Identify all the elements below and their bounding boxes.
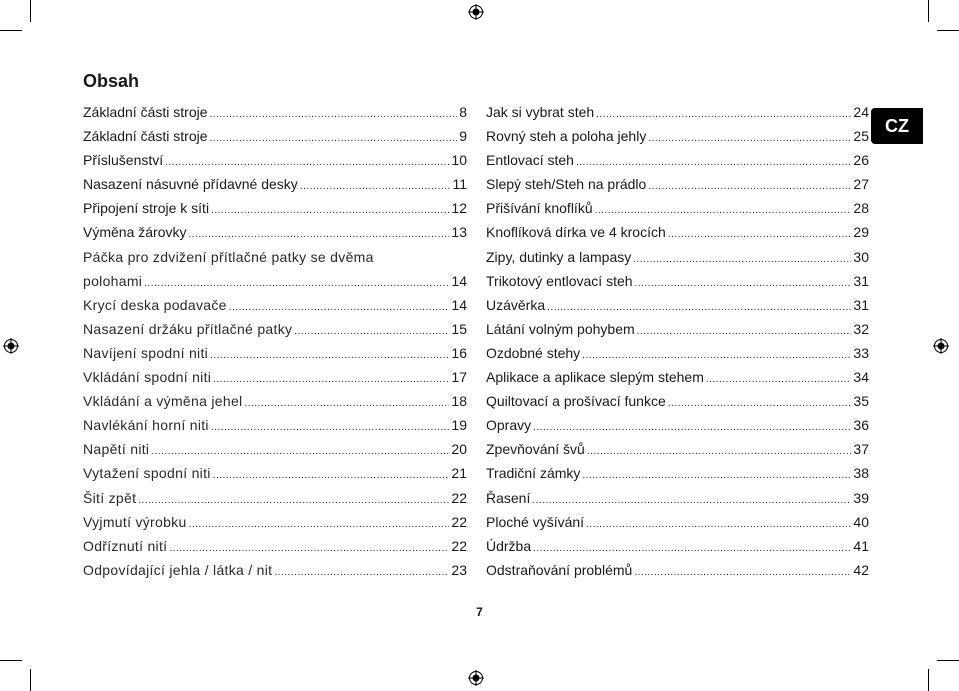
toc-leader-dots [533, 539, 851, 559]
toc-entry-page: 33 [853, 344, 869, 361]
toc-entry-title: Jak si vybrat steh [486, 104, 595, 120]
crop-mark [0, 30, 22, 31]
toc-entry-page: 30 [853, 248, 869, 265]
toc-leader-dots [213, 370, 449, 390]
toc-entry-page: 34 [853, 369, 869, 386]
toc-entry-page: 17 [451, 369, 467, 386]
toc-leader-dots [294, 322, 449, 342]
toc-entry-title: Zpevňování švů [486, 441, 585, 458]
toc-leader-dots [635, 274, 852, 294]
toc-entry-page: 42 [853, 561, 869, 578]
toc-entry-title: Základní části stroje [83, 104, 208, 120]
toc-entry-page: 21 [451, 465, 467, 482]
toc-entry [83, 150, 467, 174]
toc-entry [486, 174, 869, 198]
toc-entry [83, 512, 467, 536]
toc-entry-title: Vkládání spodní niti [83, 369, 212, 386]
toc-entry-title: Nasazení držáku přítlačné patky [83, 320, 293, 337]
toc-entry [486, 415, 869, 439]
toc-leader-dots [587, 442, 852, 462]
toc-leader-dots [668, 394, 852, 414]
toc-entry-title: Odstraňování problémů [486, 561, 633, 578]
toc-leader-dots [169, 539, 449, 559]
toc-entry-title: Šití zpět [83, 489, 137, 506]
crop-mark [30, 669, 31, 691]
toc-entry-page: 38 [853, 465, 869, 482]
toc-entry-page: 35 [853, 393, 869, 410]
toc-entry-title: Vyjmutí výrobku [83, 513, 187, 530]
toc-entry [486, 488, 869, 512]
toc-entry-title: Páčka pro zdvižení přítlačné patky se dvěma [83, 248, 374, 265]
toc-entry-title: Trikotový entlovací steh [486, 272, 633, 289]
toc-entry-page: 31 [853, 296, 869, 313]
toc-entry-title: Quiltovací a prošívací funkce [486, 393, 666, 410]
toc-entry [83, 126, 467, 150]
toc-entry-title: Řasení [486, 489, 531, 506]
toc-entry-page: 23 [451, 561, 467, 578]
toc-entry [486, 463, 869, 487]
toc-entry-page: 29 [853, 224, 869, 241]
toc-entry [83, 391, 467, 415]
toc-entry [486, 512, 869, 536]
toc-entry-title: Navlékání horní niti [83, 417, 209, 434]
toc-leader-dots [210, 105, 458, 125]
toc-entry-title: Ozdobné stehy [486, 344, 581, 361]
toc-entry-page: 11 [452, 176, 467, 193]
toc-leader-dots [189, 515, 450, 535]
crop-mark [30, 0, 31, 22]
toc-leader-dots [151, 442, 449, 462]
toc-entry-page: 37 [853, 441, 869, 458]
toc-entry-title: Nasazení násuvné přídavné desky [83, 176, 298, 193]
toc-entry [486, 295, 869, 319]
toc-entry-title: Připojení stroje k síti [83, 200, 210, 217]
language-badge: CZ [871, 108, 923, 144]
toc-leader-dots [210, 346, 449, 366]
toc-leader-dots [634, 563, 851, 583]
crop-mark [928, 0, 929, 22]
toc-entry [83, 367, 467, 391]
toc-entry [486, 319, 869, 343]
toc-entry-page: 26 [853, 152, 869, 169]
toc-entry-title: Odpovídající jehla / látka / nit [83, 561, 273, 578]
toc-leader-dots [188, 225, 449, 245]
toc-entry [83, 439, 467, 463]
registration-mark-icon [468, 4, 484, 20]
toc-entry-title: Ploché vyšívání [486, 513, 585, 530]
toc-entry-title: polohami [83, 272, 143, 289]
toc-leader-dots [582, 346, 851, 366]
toc-entry [486, 536, 869, 560]
toc-leader-dots [533, 418, 851, 438]
toc-entry-title: Uzávěrka [486, 296, 546, 313]
toc-entry-page: 16 [451, 344, 467, 361]
toc-entry-title: Napětí niti [83, 441, 150, 458]
toc-leader-dots [213, 466, 450, 486]
toc-entry [486, 150, 869, 174]
crop-mark [928, 669, 929, 691]
toc-entry [83, 463, 467, 487]
toc-leader-dots [595, 201, 852, 221]
toc-entry-page: 22 [451, 537, 467, 554]
toc-leader-dots [547, 298, 851, 318]
toc-entry-page: 25 [853, 128, 869, 145]
toc-leader-dots [211, 418, 450, 438]
crop-mark [0, 660, 22, 661]
toc-entry-title: Odříznutí nití [83, 537, 168, 554]
toc-entry-title: Knoflíková dírka ve 4 krocích [486, 224, 666, 241]
toc-entry [83, 415, 467, 439]
toc-leader-dots [582, 466, 851, 486]
toc-leader-dots [576, 153, 851, 173]
toc-entry-title: Základní části stroje [83, 128, 208, 145]
toc-entry [486, 343, 869, 367]
toc-leader-dots [274, 563, 449, 583]
toc-entry-page: 27 [853, 176, 869, 193]
registration-mark-icon [933, 338, 949, 354]
toc-entry-title: Látání volným pohybem [486, 320, 635, 337]
toc-entry-title: Krycí deska podavače [83, 296, 227, 313]
toc-entry-title: Opravy [486, 417, 532, 434]
toc-entry-title: Příslušenství [83, 152, 164, 169]
toc-leader-dots [586, 515, 851, 535]
toc-entry-page: 14 [451, 296, 467, 313]
toc-entry-title: Výměna žárovky [83, 224, 187, 241]
toc-entry [486, 102, 869, 126]
toc-leader-dots [532, 491, 851, 511]
toc-entry-title: Entlovací steh [486, 152, 574, 169]
toc-entry [83, 174, 467, 198]
toc-entry-page: 41 [853, 537, 869, 554]
toc-entry [83, 247, 467, 271]
toc-entry-page: 40 [853, 513, 869, 530]
toc-entry-page: 28 [853, 200, 869, 217]
toc-leader-dots [210, 129, 458, 149]
toc-entry-page: 39 [853, 489, 869, 506]
toc-entry-title: Tradiční zámky [486, 465, 581, 482]
toc-entry [83, 343, 467, 367]
toc-entry [83, 319, 467, 343]
toc-entry-page: 9 [459, 128, 467, 145]
toc-entry [83, 222, 467, 246]
toc-entry-page: 20 [451, 441, 467, 458]
toc-leader-dots [706, 370, 852, 390]
toc-leader-dots [211, 201, 449, 221]
toc-entry [83, 271, 467, 295]
toc-entry-page: 15 [451, 320, 467, 337]
toc-entry [83, 198, 467, 222]
toc-entry-title: Zipy, dutinky a lampasy [486, 248, 632, 265]
toc-entry-page: 19 [451, 417, 467, 434]
toc-entry [486, 271, 869, 295]
toc-entry-title: Vytažení spodní niti [83, 465, 211, 482]
toc-entry [83, 536, 467, 560]
toc-entry-page: 18 [451, 393, 467, 410]
toc-leader-dots [138, 491, 449, 511]
toc-entry [486, 560, 869, 584]
toc-leader-dots [596, 105, 851, 125]
toc-entry [486, 222, 869, 246]
toc-entry [486, 247, 869, 271]
toc-entry [83, 560, 467, 584]
toc-entry [486, 126, 869, 150]
toc-entry [83, 488, 467, 512]
toc-entry-page: 8 [459, 104, 467, 120]
crop-mark [937, 30, 959, 31]
toc-entry-page: 22 [451, 513, 467, 530]
toc-entry [486, 439, 869, 463]
registration-mark-icon [468, 670, 484, 686]
toc-entry-page: 31 [853, 272, 869, 289]
toc-leader-dots [144, 274, 449, 294]
toc-leader-dots [633, 250, 851, 270]
toc-entry [486, 367, 869, 391]
toc-entry-page: 10 [451, 152, 467, 169]
toc-entry-page: 14 [451, 272, 467, 289]
toc-right-column [486, 102, 869, 584]
registration-mark-icon [3, 338, 19, 354]
toc-leader-dots [300, 177, 451, 197]
toc-entry-title: Údržba [486, 537, 532, 554]
toc-leader-dots [668, 225, 852, 245]
toc-entry-title: Aplikace a aplikace slepým stehem [486, 369, 704, 386]
toc-entry-page: 22 [451, 489, 467, 506]
toc-entry-page: 36 [853, 417, 869, 434]
toc-leader-dots [637, 322, 852, 342]
toc-entry-page: 24 [853, 104, 869, 120]
toc-entry-page: 12 [451, 200, 467, 217]
toc-leader-dots [648, 177, 851, 197]
toc-leader-dots [165, 153, 449, 173]
toc-entry-title: Přišívání knoflíků [486, 200, 593, 217]
toc-entry-page: 13 [451, 224, 467, 241]
toc-entry [83, 295, 467, 319]
toc-entry-title: Navíjení spodní niti [83, 344, 209, 361]
toc-leader-dots [648, 129, 851, 149]
toc-entry-title: Slepý steh/Steh na prádlo [486, 176, 647, 193]
toc-entry [486, 391, 869, 415]
page-number: 7 [476, 605, 483, 619]
toc-leader-dots [229, 298, 450, 318]
toc-entry-title: Vkládání a výměna jehel [83, 393, 243, 410]
toc-entry [83, 102, 467, 126]
toc-left-column [83, 102, 467, 584]
toc-leader-dots [244, 394, 449, 414]
crop-mark [937, 660, 959, 661]
toc-entry-title: Rovný steh a poloha jehly [486, 128, 647, 145]
page-title: Obsah [83, 71, 140, 91]
toc-entry-page: 32 [853, 320, 869, 337]
toc-entry [486, 198, 869, 222]
